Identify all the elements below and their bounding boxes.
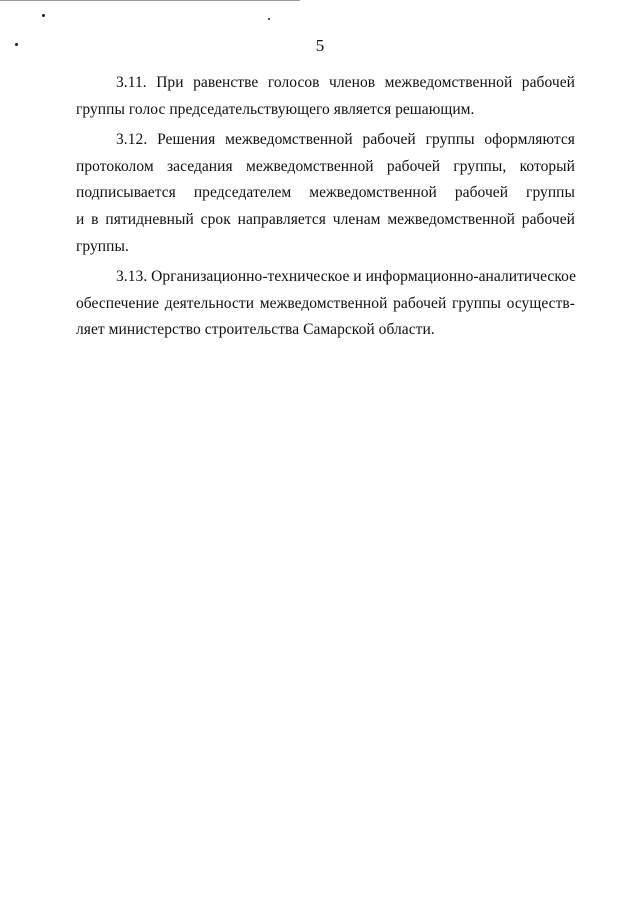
paragraph-line: ляет министерство строительства Самарской области. bbox=[76, 321, 435, 339]
paragraph-line: группы. bbox=[76, 237, 129, 255]
paragraph-3-12 bbox=[76, 127, 575, 260]
paragraph-line: протоколом заседания межведомственной рабочей группы, который bbox=[76, 157, 575, 175]
paragraph-line: 3.11. При равенстве голосов членов межведомственной рабочей bbox=[116, 74, 575, 91]
paragraph-line: 3.13. Организационно-техническое и информационно-аналитическое bbox=[116, 268, 577, 286]
scan-speck bbox=[268, 18, 270, 20]
page-number: 5 bbox=[315, 36, 325, 55]
paragraph-line: и в пятидневный срок направляется членам межведомственной рабочей bbox=[76, 210, 575, 228]
paragraph-3-11 bbox=[76, 70, 575, 123]
scan-speck bbox=[42, 14, 45, 17]
paragraph-line: группы голос председательствующего является решающим. bbox=[76, 100, 475, 118]
document-body bbox=[76, 70, 575, 348]
paragraph-line: обеспечение деятельности межведомственной рабочей группы осуществ- bbox=[76, 294, 575, 312]
scan-edge-line bbox=[0, 0, 300, 1]
paragraph-line: 3.12. Решения межведомственной рабочей группы оформляются bbox=[116, 131, 575, 149]
paragraph-line: подписывается председателем межведомственной рабочей группы bbox=[76, 184, 575, 202]
paragraph-3-13 bbox=[76, 264, 575, 344]
